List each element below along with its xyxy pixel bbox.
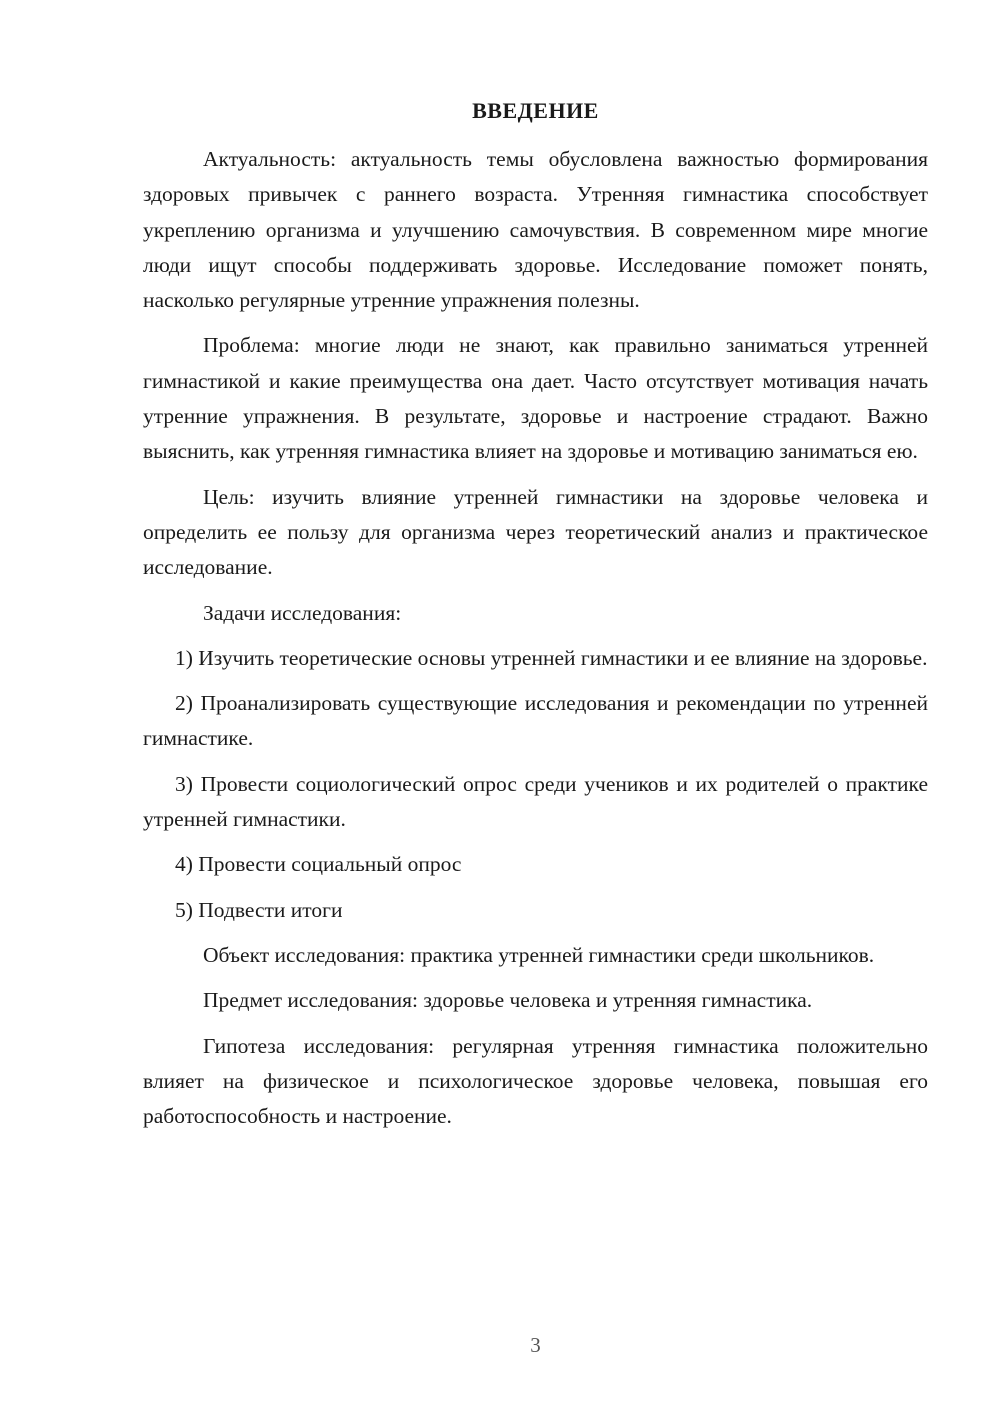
section-title: ВВЕДЕНИЕ bbox=[472, 98, 599, 123]
page-number: 3 bbox=[530, 1333, 541, 1357]
task-item-2: 2) Проанализировать существующие исследования и рекомендации по утренней гимнастике. bbox=[143, 691, 928, 751]
paragraph-problem: Проблема: многие люди не знают, как правильно заниматься утренней гимнастикой и какие преимущества она дает. Часто отсутствует мотивация начать утренние упражнения. В результате, здоровье и настроение страдают. Важно выяснить, как утренняя гимнастика влияет на здоровье и мотивацию заниматься ею. bbox=[143, 333, 928, 464]
task-item-1: 1) Изучить теоретические основы утренней гимнастики и ее влияние на здоровье. bbox=[175, 645, 928, 670]
task-item-3: 3) Провести социологический опрос среди учеников и их родителей о практике утренней гимнастики. bbox=[143, 771, 928, 832]
paragraph-tasks-heading: Задачи исследования: bbox=[203, 600, 402, 625]
paragraph-subject: Предмет исследования: здоровье человека и утренняя гимнастика. bbox=[203, 988, 813, 1013]
document-page bbox=[143, 0, 928, 1414]
paragraph-object: Объект исследования: практика утренней гимнастики среди школьников. bbox=[203, 942, 875, 967]
document-body bbox=[143, 142, 928, 1144]
task-item-5: 5) Подвести итоги bbox=[175, 897, 343, 922]
task-item-4: 4) Провести социальный опрос bbox=[175, 852, 462, 877]
paragraph-relevance: Актуальность: актуальность темы обусловлена важностью формирования здоровых привычек с раннего возраста. Утренняя гимнастика способствует укреплению организма и улучшению самочувствия. В современном мире многие люди ищут способы поддерживать здоровье. Исследование поможет понять, насколько регулярные утренние упражнения полезны. bbox=[143, 147, 928, 313]
paragraph-goal: Цель: изучить влияние утренней гимнастики на здоровье человека и определить ее пользу для организма через теоретический анализ и практическое исследование. bbox=[143, 484, 928, 580]
paragraph-hypothesis: Гипотеза исследования: регулярная утренняя гимнастика положительно влияет на физическое и психологическое здоровье человека, повышая его работоспособность и настроение. bbox=[143, 1033, 928, 1129]
